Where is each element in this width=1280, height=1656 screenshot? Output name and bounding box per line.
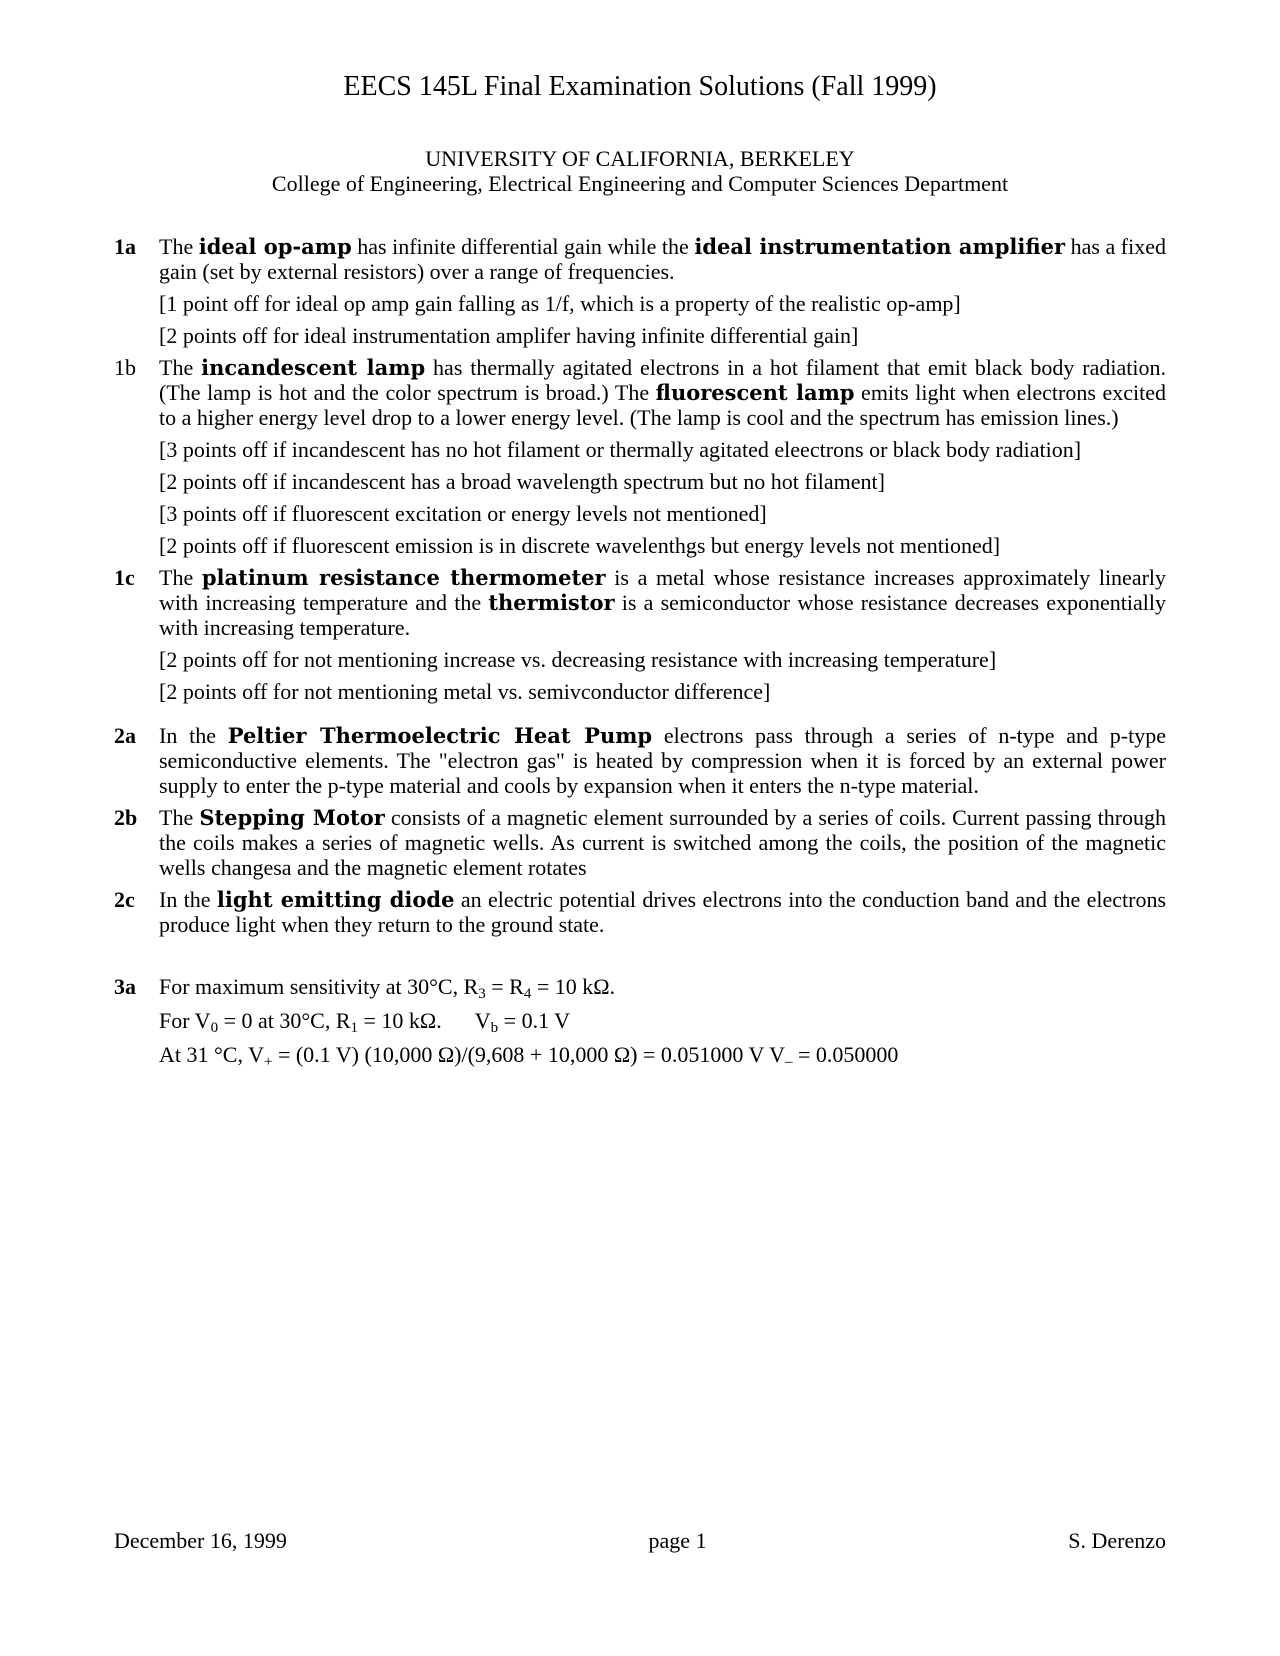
footer-date: December 16, 1999: [114, 1528, 287, 1553]
answer-1a: [114, 234, 1166, 355]
answer-2c: [114, 887, 1166, 944]
bold-term: light emitting diode: [216, 887, 455, 912]
bold-term: incandescent lamp: [201, 355, 426, 380]
answer-text: In the light emitting diode an electric potential drives electrons into the conduction band and the electrons produce light when they return to the ground state.: [159, 887, 1167, 937]
answer-1b: [114, 355, 1166, 565]
answer-2a: [114, 723, 1166, 805]
answer-text: In the Peltier Thermoelectric Heat Pump electrons pass through a series of n-type and p-type semiconductive elements. The "electron gas" is heated by compression when it is forced by an external power supply to enter the p-type material and cools by expansion when it enters the n-type material.: [159, 723, 1167, 798]
question-label: 3a: [114, 974, 136, 999]
bold-term: ideal op-amp: [198, 234, 352, 259]
page-footer: [114, 1528, 1166, 1554]
bold-term: thermistor: [488, 590, 615, 615]
answer-3a: [114, 970, 1166, 1072]
answer-1c: [114, 565, 1166, 711]
institution-header: [0, 146, 1280, 196]
footer-author: S. Derenzo: [1068, 1528, 1166, 1553]
bold-term: Stepping Motor: [199, 805, 385, 830]
bold-term: platinum resistance thermometer: [201, 565, 606, 590]
answer-text: The platinum resistance thermometer is a metal whose resistance increases approximately linearly with increasing temperature and the thermistor is a semiconductor whose resistance decreases exponentially with increasing temperature.: [159, 565, 1167, 640]
answer-text: The Stepping Motor consists of a magnetic element surrounded by a series of coils. Current passing through the coils makes a series of magnetic wells. As current is switched among the coils, the position of the magnetic wells changesa and the magnetic element rotates: [159, 805, 1167, 880]
question-label: 2a: [114, 723, 136, 748]
question-label: 1c: [114, 565, 135, 590]
college-name: College of Engineering, Electrical Engineering and Computer Sciences Department: [271, 171, 1009, 196]
grading-note: [2 points off if fluorescent emission is in discrete wavelenthgs but energy levels not mentioned]: [159, 533, 1001, 558]
footer-page-number: page 1: [648, 1528, 707, 1553]
equation-line-1: For maximum sensitivity at 30°C, $R_3 = R_4 = 10$ kΩ.: [159, 974, 616, 1002]
grading-note: [2 points off for not mentioning metal vs. semivconductor difference]: [159, 679, 771, 704]
question-label: 2c: [114, 887, 135, 912]
bold-term: fluorescent lamp: [655, 380, 855, 405]
answer-2b: [114, 805, 1166, 887]
grading-note: [3 points off if incandescent has no hot filament or thermally agitated eleectrons or black body radiation]: [159, 437, 1082, 462]
equation-line-2: For $V_0 = 0$ at 30°C, $R_1 = 10$ kΩ. $V_b = 0.1$ V: [159, 1008, 571, 1036]
answers-body: [114, 234, 1166, 1072]
grading-note: [2 points off for ideal instrumentation amplifer having infinite differential gain]: [159, 323, 859, 348]
answer-text: The incandescent lamp has thermally agitated electrons in a hot filament that emit black body radiation. (The lamp is hot and the color spectrum is broad.) The fluorescent lamp emits light when electrons excited to a higher energy level drop to a lower energy level. (The lamp is cool and the spectrum has emission lines.): [159, 355, 1167, 430]
question-label: 1b: [114, 355, 136, 380]
page-title: EECS 145L Final Examination Solutions (Fall 1999): [343, 71, 937, 102]
university-name: UNIVERSITY OF CALIFORNIA, BERKELEY: [425, 146, 855, 171]
question-label: 1a: [114, 234, 136, 259]
bold-term: Peltier Thermoelectric Heat Pump: [227, 723, 653, 748]
grading-note: [3 points off if fluorescent excitation or energy levels not mentioned]: [159, 501, 767, 526]
bold-term: ideal instrumentation amplifier: [694, 234, 1066, 259]
question-label: 2b: [114, 805, 138, 830]
answer-text: The ideal op-amp has infinite differential gain while the ideal instrumentation amplifier has a fixed gain (set by external resistors) over a range of frequencies.: [159, 234, 1166, 284]
grading-note: [2 points off if incandescent has a broad wavelength spectrum but no hot filament]: [159, 469, 885, 494]
grading-note: [2 points off for not mentioning increase vs. decreasing resistance with increasing temperature]: [159, 647, 997, 672]
equation-line-3: At 31 °C, $V_+ = (0.1$ V) (10,000 Ω)/(9,608 + 10,000 Ω) = 0.051000 V $V_- = 0.050000$: [159, 1042, 899, 1070]
grading-note: [1 point off for ideal op amp gain falling as 1/f, which is a property of the realistic op-amp]: [159, 291, 961, 316]
